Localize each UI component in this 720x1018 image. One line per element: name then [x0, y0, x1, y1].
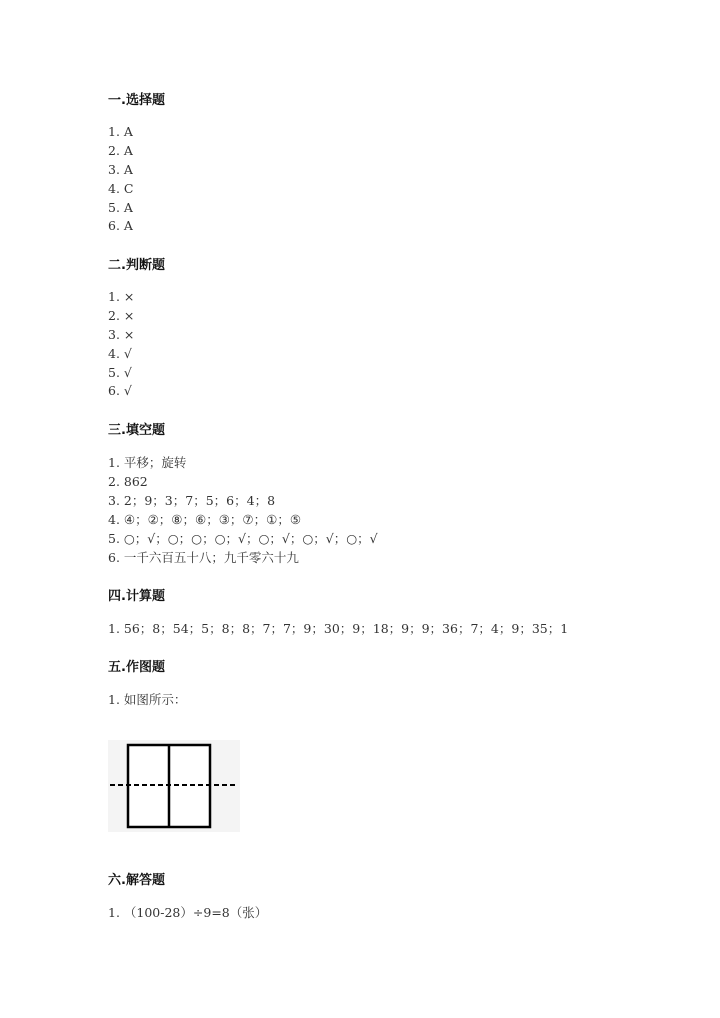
answer-line: 1. 平移；旋转	[108, 455, 187, 470]
symmetry-diagram	[108, 740, 240, 832]
answer-line: 2. 862	[108, 474, 148, 489]
answer-line: 3. 2；9；3；7；5；6；4；8	[108, 493, 276, 508]
answer-line: 5. ○；√；○；○；○；√；○；√；○；√；○；√	[108, 531, 378, 546]
answer-line: 5. √	[108, 365, 132, 380]
section-title-calculation: 四.计算题	[108, 589, 165, 604]
section-title-word-problem: 六.解答题	[108, 873, 165, 888]
answer-line: 6. A	[108, 218, 133, 233]
section-title-fill-blank: 三.填空题	[108, 423, 165, 438]
answer-line: 2. ×	[108, 308, 135, 323]
answer-line: 4. ④；②；⑧；⑥；③；⑦；①；⑤	[108, 512, 302, 527]
section-title-drawing: 五.作图题	[108, 660, 165, 675]
answer-line: 3. A	[108, 162, 133, 177]
answer-line: 6. 一千六百五十八；九千零六十九	[108, 550, 299, 565]
answer-line: 1. 如图所示：	[108, 692, 187, 707]
drawing-figure	[108, 740, 240, 832]
section-title-judgement: 二.判断题	[108, 258, 165, 273]
answer-line: 2. A	[108, 143, 133, 158]
answer-line: 3. ×	[108, 327, 135, 342]
answer-line: 1. A	[108, 124, 133, 139]
answer-line: 6. √	[108, 383, 132, 398]
answer-line: 4. C	[108, 181, 134, 196]
answer-line: 1. 56；8；54；5；8；8；7；7；9；30；9；18；9；9；36；7；4；9；35；1	[108, 621, 569, 636]
answer-line: 1. ×	[108, 289, 135, 304]
answer-line: 5. A	[108, 200, 133, 215]
answer-line: 4. √	[108, 346, 132, 361]
section-title-choice: 一.选择题	[108, 93, 165, 108]
answer-line: 1. （100-28）÷9=8（张）	[108, 905, 268, 920]
